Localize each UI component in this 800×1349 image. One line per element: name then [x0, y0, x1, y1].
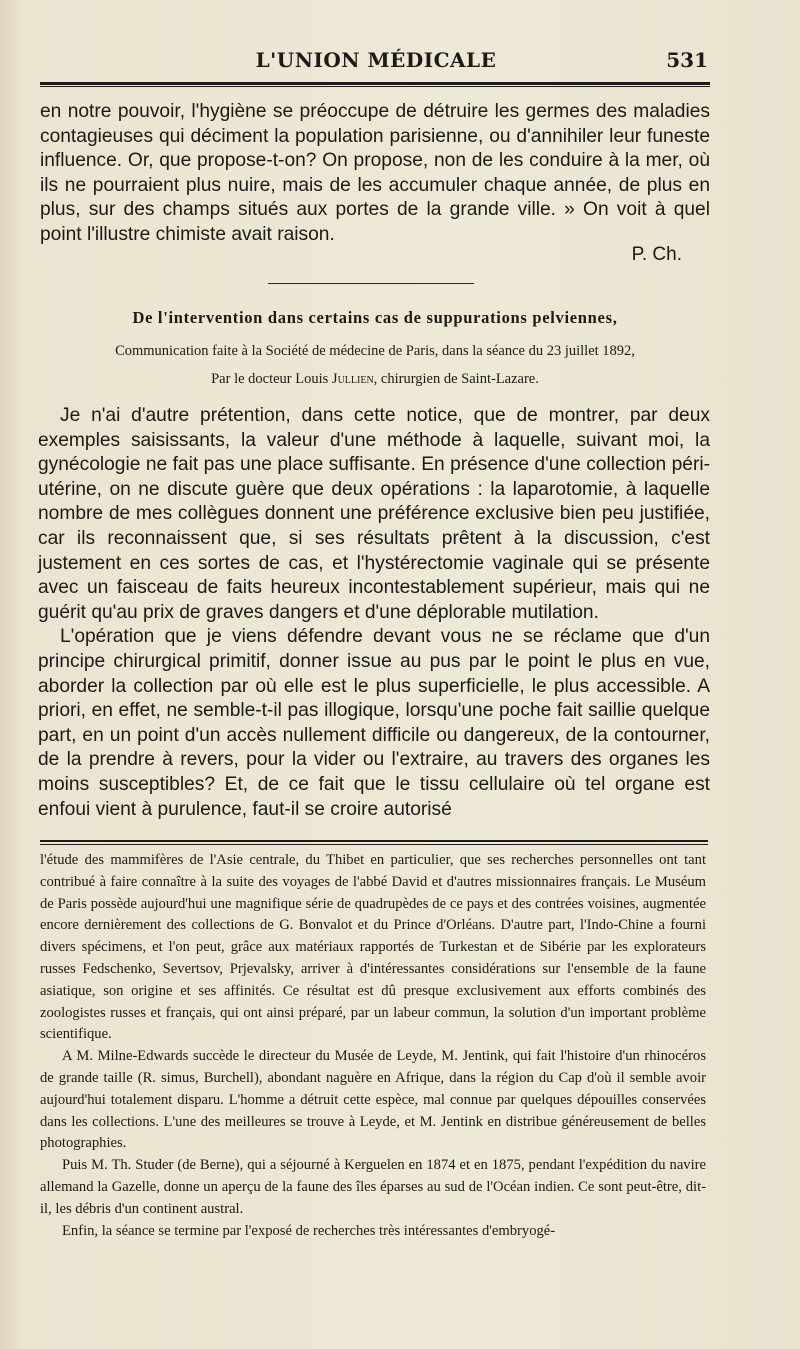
footnote-paragraph: Puis M. Th. Studer (de Berne), qui a séjourné à Kerguelen en 1874 et en 1875, pendant l'expédition du navire allemand la Gazelle, donne un aperçu de la faune des îles éparses au sud de l'Océan indien. Ce sont peut-être, dit-il, les débris d'un continent austral.	[40, 1157, 706, 1217]
article-body	[38, 404, 710, 822]
section-divider	[268, 283, 474, 284]
author-suffix: , chirurgien de Saint-Lazare.	[373, 371, 539, 387]
author-name: Jullien	[331, 371, 374, 387]
page-number: 531	[666, 48, 708, 72]
article-author	[40, 371, 710, 388]
footnote-paragraph: l'étude des mammifères de l'Asie centrale, du Thibet en particulier, que ses recherches personnelles ont tant contribué à faire connaître à la suite des voyages de l'abbé David et d'autres missionnaires français. Le Muséum de Paris possède aujourd'hui une magnifique série de quadrupèdes de ce pays et des contrées voisines, augmentée encore dernièrement des collections de G. Bonvalot et du Prince d'Orléans. D'autre part, l'Indo-Chine a fourni divers spécimens, et l'on peut, grâce aux matériaux rapportés de Turkestan et de Sibérie par les explorateurs russes Fedschenko, Severtsov, Prjevalsky, arriver à d'intéressantes considérations sur l'ensemble de la faune asiatique, son origine et ses affinités. Ce résultat est dû presque exclusivement aux efforts combinés des zoologistes russes et français, qui ont ainsi préparé, par un labeur commun, la solution d'un important problème scientifique.	[40, 852, 706, 1043]
running-title: L'UNION MÉDICALE	[255, 48, 497, 72]
footnote-rule	[40, 840, 708, 842]
running-header	[40, 46, 712, 80]
article-paragraph: Je n'ai d'autre prétention, dans cette notice, que de montrer, par deux exemples saisissants, la valeur d'une méthode à laquelle, suivant moi, la gynécologie ne fait pas une place suffisante. En présence d'une collection péri-utérine, on ne discute guère que deux opérations : la laparotomie, à laquelle nombre de mes collègues donnent une préférence exclusive bien peu justifiée, car ils reconnaissent que, si ses résultats prêtent à la discussion, c'est justement en ces sortes de cas, et l'hystérectomie vaginale qui se présente avec un faisceau de faits heureux incontestablement supérieur, mais qui ne guérit qu'au prix de graves dangers et d'une déplorable mutilation.	[38, 405, 710, 623]
footnote-paragraph: A M. Milne-Edwards succède le directeur du Musée de Leyde, M. Jentink, qui fait l'histoire d'un rhinocéros de grande taille (R. simus, Burchell), abondant naguère en Afrique, dans la région du Cap d'où il semble avoir aujourd'hui totalement disparu. L'homme a détruit cette espèce, mal connue par quelques dépouilles conservées dans les collections. L'une des meilleures se trouve à Leyde, et M. Jentink en distribue généreusement de belles photographies.	[40, 1048, 706, 1152]
footnote-rule-thin	[40, 844, 708, 845]
article-subtitle: Communication faite à la Société de médecine de Paris, dans la séance du 23 juillet 1892,	[115, 343, 635, 359]
header-rule	[40, 82, 710, 85]
article-title: De l'intervention dans certains cas de suppurations pelviennes,	[132, 308, 618, 327]
article-paragraph: L'opération que je viens défendre devant vous ne se réclame que d'un principe chirurgical primitif, donner issue au pus par le point le plus en vue, aborder la collection par où elle est le plus superficielle, le plus accessible. A priori, en effet, ne semble-t-il pas illogique, lorsqu'une poche fait saillie quelque part, en un point d'un accès nullement difficile ou dangereux, de la contourner, de la prendre à revers, pour la vider ou l'extraire, au travers des organes les moins susceptibles? Et, de ce fait que le tissu cellulaire où tel organe est enfoui vient à purulence, faut-il se croire autorisé	[38, 626, 710, 820]
footnote-paragraph: Enfin, la séance se termine par l'exposé de recherches très intéressantes d'embryogé-	[62, 1222, 556, 1239]
intro-paragraph: en notre pouvoir, l'hygiène se préoccupe de détruire les germes des maladies contagieuses qui déciment la population parisienne, ou d'annihiler leur funeste influence. Or, que propose-t-on? On propose, non de les conduire à la mer, où ils ne pourraient plus nuire, mais de les accumuler chaque année, de plus en plus, sur des champs situés aux portes de la grande ville. » On voit à quel point l'illustre chimiste avait raison.	[40, 101, 710, 245]
author-prefix: Par le docteur Louis	[211, 371, 332, 387]
footnote-block	[40, 850, 706, 1242]
header-rule-thin	[40, 86, 710, 87]
signature: P. Ch.	[631, 244, 682, 265]
